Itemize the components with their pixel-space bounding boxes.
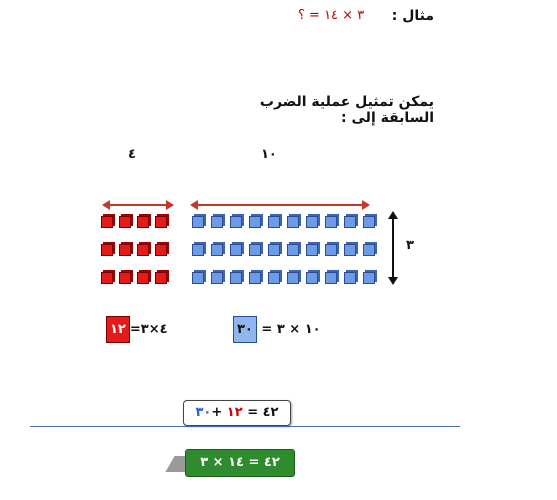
blue-cube: [268, 272, 280, 284]
blue-cube: [211, 216, 223, 228]
blue-partial-equation: [233, 316, 321, 342]
blue-cube: [287, 216, 299, 228]
blue-cube: [306, 244, 318, 256]
example-equation: ٣ × ١٤ = ؟: [298, 8, 365, 23]
blue-cube: [325, 272, 337, 284]
sum-total: ٤٢: [262, 405, 279, 420]
red-cube: [119, 216, 131, 228]
blue-cube: [249, 216, 261, 228]
red-partial-expression: =٤×٣: [129, 322, 168, 337]
red-cube: [137, 244, 149, 256]
subtitle-text: يمكن تمثيل عملية الضرب السابقة إلى :: [259, 94, 434, 126]
blue-width-arrow-icon: [192, 204, 368, 206]
sum-plus: +: [211, 405, 227, 420]
sum-equals: =: [242, 405, 263, 420]
blue-cube: [211, 244, 223, 256]
blue-cube: [344, 216, 356, 228]
blue-cube: [363, 272, 375, 284]
blue-cube: [306, 216, 318, 228]
blue-partial-result: ٣٠: [233, 316, 257, 343]
blue-cube: [268, 244, 280, 256]
blue-partial-expression: = ١٠ × ٣: [261, 322, 321, 337]
red-cube: [137, 216, 149, 228]
sum-equation-box: [183, 400, 291, 426]
blue-cube: [306, 272, 318, 284]
red-cube: [119, 244, 131, 256]
blue-cube: [325, 216, 337, 228]
blue-cube: [249, 244, 261, 256]
final-result-box: ٤٢ = ١٤ × ٣: [185, 449, 295, 477]
red-cube: [101, 272, 113, 284]
blue-cube: [287, 244, 299, 256]
blue-cube: [230, 216, 242, 228]
blue-cube: [344, 244, 356, 256]
sum-part-blue: ٣٠: [195, 405, 212, 420]
divider-line: [30, 426, 460, 427]
red-cube: [119, 272, 131, 284]
blue-cube: [268, 216, 280, 228]
red-cube: [101, 216, 113, 228]
row-count-label: ٣: [406, 238, 414, 253]
blue-cube: [192, 216, 204, 228]
blue-cube: [192, 272, 204, 284]
red-cube: [101, 244, 113, 256]
example-label: مثال :: [391, 8, 434, 24]
blue-cube: [230, 272, 242, 284]
sum-part-red: ١٢: [226, 405, 243, 420]
blue-cube: [325, 244, 337, 256]
rows-height-arrow-icon: [392, 213, 394, 283]
left-group-count-label: ٤: [128, 147, 136, 162]
blue-cube: [363, 244, 375, 256]
blue-cube: [287, 272, 299, 284]
example-line: [292, 6, 438, 28]
red-cube: [155, 216, 167, 228]
blue-cube: [211, 272, 223, 284]
right-group-count-label: ١٠: [261, 147, 277, 162]
blue-cube: [344, 272, 356, 284]
red-partial-equation: [106, 316, 168, 342]
red-cube: [155, 244, 167, 256]
red-width-arrow-icon: [104, 204, 172, 206]
red-partial-result: ١٢: [106, 316, 130, 343]
blue-cube: [363, 216, 375, 228]
blue-cube: [249, 272, 261, 284]
blue-cube: [192, 244, 204, 256]
red-cube: [155, 272, 167, 284]
blue-cube: [230, 244, 242, 256]
red-cube: [137, 272, 149, 284]
